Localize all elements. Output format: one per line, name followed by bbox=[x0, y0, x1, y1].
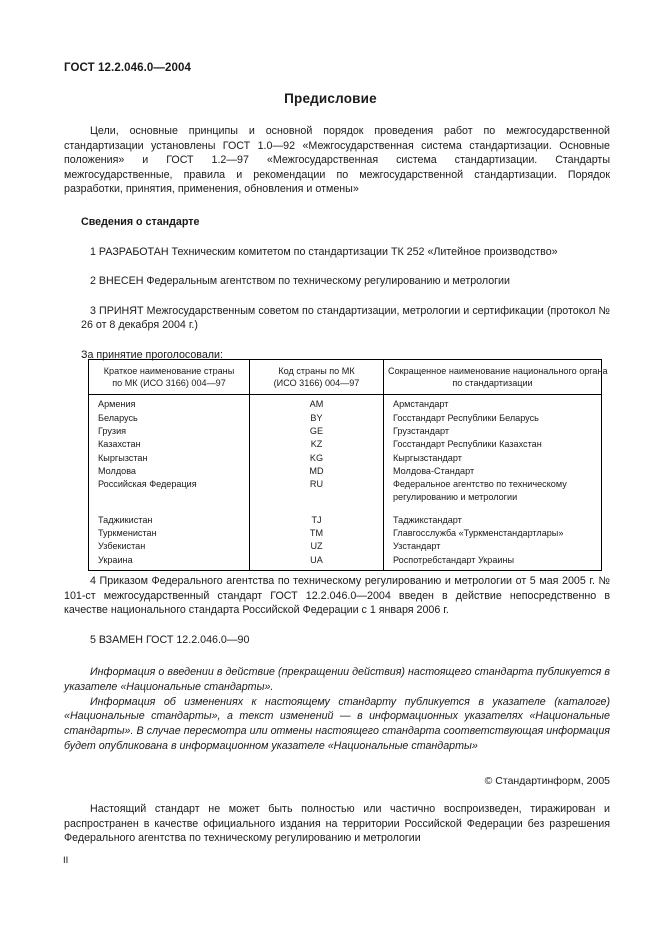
country-code: UZ bbox=[310, 541, 323, 552]
table-row bbox=[89, 478, 602, 505]
country-name: Молдова bbox=[98, 465, 136, 476]
country-name: Грузия bbox=[98, 426, 127, 436]
spacer bbox=[64, 197, 610, 215]
national-body-line1: Узстандарт bbox=[393, 541, 441, 552]
document-content bbox=[64, 124, 610, 363]
cell-national-body bbox=[384, 478, 602, 505]
country-code: MD bbox=[309, 465, 324, 476]
after-table-content bbox=[64, 574, 610, 754]
cell-country-code bbox=[250, 540, 384, 553]
cell-country-code bbox=[250, 527, 384, 540]
cell-national-body bbox=[384, 395, 602, 412]
cell-country bbox=[89, 438, 250, 451]
country-code: RU bbox=[309, 479, 324, 490]
country-name: Беларусь bbox=[98, 412, 138, 423]
cell-national-body bbox=[384, 465, 602, 478]
cell-country bbox=[89, 452, 250, 465]
cell-national-body bbox=[384, 438, 602, 451]
info-item-5: 5 ВЗАМЕН ГОСТ 12.2.046.0—90 bbox=[90, 633, 250, 646]
national-body-line1: Госстандарт Республики Беларусь bbox=[393, 412, 539, 423]
header-country-line2: по МК (ИСО 3166) 004—97 bbox=[112, 378, 226, 389]
cell-country-code bbox=[250, 395, 384, 412]
gap-cell bbox=[384, 505, 602, 514]
cell-country bbox=[89, 395, 250, 412]
cell-country-code bbox=[250, 478, 384, 505]
national-body-line1: Молдова-Стандарт bbox=[393, 465, 475, 476]
table-body bbox=[89, 395, 602, 571]
table-row bbox=[89, 465, 602, 478]
national-body-line1: Грузстандарт bbox=[393, 426, 450, 436]
country-name: Кыргызстан bbox=[98, 452, 148, 463]
table-row bbox=[89, 540, 602, 553]
table-gap-row bbox=[89, 505, 602, 514]
country-code: UA bbox=[310, 554, 323, 565]
footer-notice: Настоящий стандарт не может быть полностью или частично воспроизведен, тиражирован и распространен в качестве официального издания на территории Российской Федерации без разрешения Федерального агентства по техническому регулированию и метрологии bbox=[64, 803, 610, 845]
cell-country-code bbox=[250, 438, 384, 451]
cell-country-code bbox=[250, 452, 384, 465]
spacer-line bbox=[98, 491, 249, 504]
table-row bbox=[89, 395, 602, 412]
header-code-line1: Код страны по МК bbox=[278, 366, 355, 376]
gap-cell bbox=[89, 505, 250, 514]
header-body-line1: Сокращенное наименование национального органа bbox=[388, 366, 608, 376]
cell-country bbox=[89, 554, 250, 571]
cell-national-body bbox=[384, 540, 602, 553]
cell-country bbox=[89, 540, 250, 553]
table-row bbox=[89, 452, 602, 465]
national-body-line1: Роспотребстандарт Украины bbox=[393, 554, 515, 565]
info-item-1: 1 РАЗРАБОТАН Техническим комитетом по стандартизации ТК 252 «Литейное производство» bbox=[90, 245, 558, 258]
cell-country bbox=[89, 478, 250, 505]
cell-national-body bbox=[384, 412, 602, 425]
spacer bbox=[64, 289, 610, 304]
cell-national-body bbox=[384, 425, 602, 438]
spacer-line bbox=[250, 491, 383, 504]
cell-national-body bbox=[384, 514, 602, 527]
national-body-line1: Таджикстандарт bbox=[393, 514, 462, 525]
table-row bbox=[89, 425, 602, 438]
voting-countries-table bbox=[88, 359, 608, 571]
italic-note-2: Информация об изменениях к настоящему стандарту публикуется в указателе (каталоге) «Национальные стандарты», а текст изменений — в информационных указателях «Национальные стандарты». В случае пересмотра или отмены настоящего стандарта соответствующая информация будет опубликована в информационном указателе «Национальные стандарты» bbox=[64, 695, 610, 752]
table-row bbox=[89, 514, 602, 527]
country-name: Российская Федерация bbox=[98, 479, 197, 490]
table-row bbox=[89, 527, 602, 540]
national-body-line1: Федеральное агентство по техническому bbox=[393, 479, 567, 490]
cell-national-body bbox=[384, 554, 602, 571]
header-body-line2: по стандартизации bbox=[452, 378, 533, 389]
country-code: KZ bbox=[310, 439, 323, 450]
info-item-2: 2 ВНЕСЕН Федеральным агентством по техническому регулированию и метрологии bbox=[90, 275, 510, 288]
spacer bbox=[64, 230, 610, 245]
table-header-row bbox=[89, 360, 602, 395]
country-name: Узбекистан bbox=[98, 541, 146, 552]
table-header-body bbox=[384, 360, 608, 395]
copyright-line: © Стандартинформ, 2005 bbox=[484, 775, 610, 787]
gap-cell bbox=[250, 505, 384, 514]
page-number: II bbox=[63, 855, 69, 866]
national-body-line2: регулированию и метрологии bbox=[393, 492, 518, 503]
cell-country bbox=[89, 425, 250, 438]
cell-country bbox=[89, 514, 250, 527]
cell-country bbox=[89, 527, 250, 540]
table-row bbox=[89, 412, 602, 425]
info-item-3: 3 ПРИНЯТ Межгосударственным советом по стандартизации, метрологии и сертификации (протокол № 26 от 8 декабря 2004 г.) bbox=[81, 304, 610, 332]
table-head bbox=[89, 360, 608, 395]
info-item-4: 4 Приказом Федерального агентства по техническому регулированию и метрологии от 5 мая 2005 г. № 101-ст межгосударственный стандарт ГОСТ 12.2.046.0—2004 введен в действие непосредственно в качестве национального стандарта Российской Федерации с 1 января 2006 г. bbox=[64, 575, 610, 617]
country-name: Армения bbox=[98, 399, 136, 410]
italic-note-1: Информация о введении в действие (прекращении действия) настоящего стандарта публикуется в указателе «Национальные стандарты». bbox=[64, 666, 610, 694]
country-name: Туркменистан bbox=[98, 528, 157, 539]
country-code: KG bbox=[309, 452, 324, 463]
intro-paragraph: Цели, основные принципы и основной порядок проведения работ по межгосударственной стандартизации установлены ГОСТ 1.0—92 «Межгосударственная система стандартизации. Основные положения» и ГОСТ 1.2—97 «Межгосударственная система стандартизации. Стандарты межгосударственные, правила и рекомендации по межгосударственной стандартизации. Порядок разработки, принятия, применения, обновления и отмены» bbox=[64, 125, 610, 196]
spacer bbox=[64, 618, 610, 633]
cell-country-code bbox=[250, 514, 384, 527]
table-header-country bbox=[89, 360, 250, 395]
table-header-code bbox=[250, 360, 384, 395]
cell-country-code bbox=[250, 412, 384, 425]
country-code: AM bbox=[309, 399, 324, 410]
vote-intro-text: За принятие проголосовали: bbox=[81, 348, 223, 361]
country-code: TJ bbox=[311, 514, 322, 525]
country-code: TM bbox=[309, 528, 324, 539]
table-row bbox=[89, 554, 602, 571]
header-country-line1: Краткое наименование страны bbox=[103, 366, 235, 376]
cell-country bbox=[89, 465, 250, 478]
footer-notice-block bbox=[64, 802, 610, 846]
spacer bbox=[64, 259, 610, 274]
cell-country-code bbox=[250, 425, 384, 438]
cell-national-body bbox=[384, 527, 602, 540]
table-row bbox=[89, 438, 602, 451]
page-title: Предисловие bbox=[284, 91, 377, 106]
spacer bbox=[64, 647, 610, 665]
country-name: Казахстан bbox=[98, 439, 141, 450]
country-code: BY bbox=[310, 412, 323, 423]
cell-national-body bbox=[384, 452, 602, 465]
country-name: Украина bbox=[98, 554, 133, 565]
national-body-line1: Госстандарт Республики Казахстан bbox=[393, 439, 542, 450]
country-name: Таджикистан bbox=[98, 514, 153, 525]
cell-country bbox=[89, 412, 250, 425]
national-body-line1: Кыргызстандарт bbox=[393, 452, 462, 463]
country-code: GE bbox=[309, 426, 324, 436]
cell-country-code bbox=[250, 465, 384, 478]
national-body-line1: Армстандарт bbox=[393, 399, 449, 410]
header-code-line2: (ИСО 3166) 004—97 bbox=[273, 378, 360, 389]
spacer bbox=[64, 333, 610, 348]
cell-country-code bbox=[250, 554, 384, 571]
national-body-line1: Главгосслужба «Туркменстандартлары» bbox=[393, 528, 564, 539]
gost-number-header: ГОСТ 12.2.046.0—2004 bbox=[64, 62, 191, 74]
section-heading-standard-info: Сведения о стандарте bbox=[81, 215, 200, 228]
